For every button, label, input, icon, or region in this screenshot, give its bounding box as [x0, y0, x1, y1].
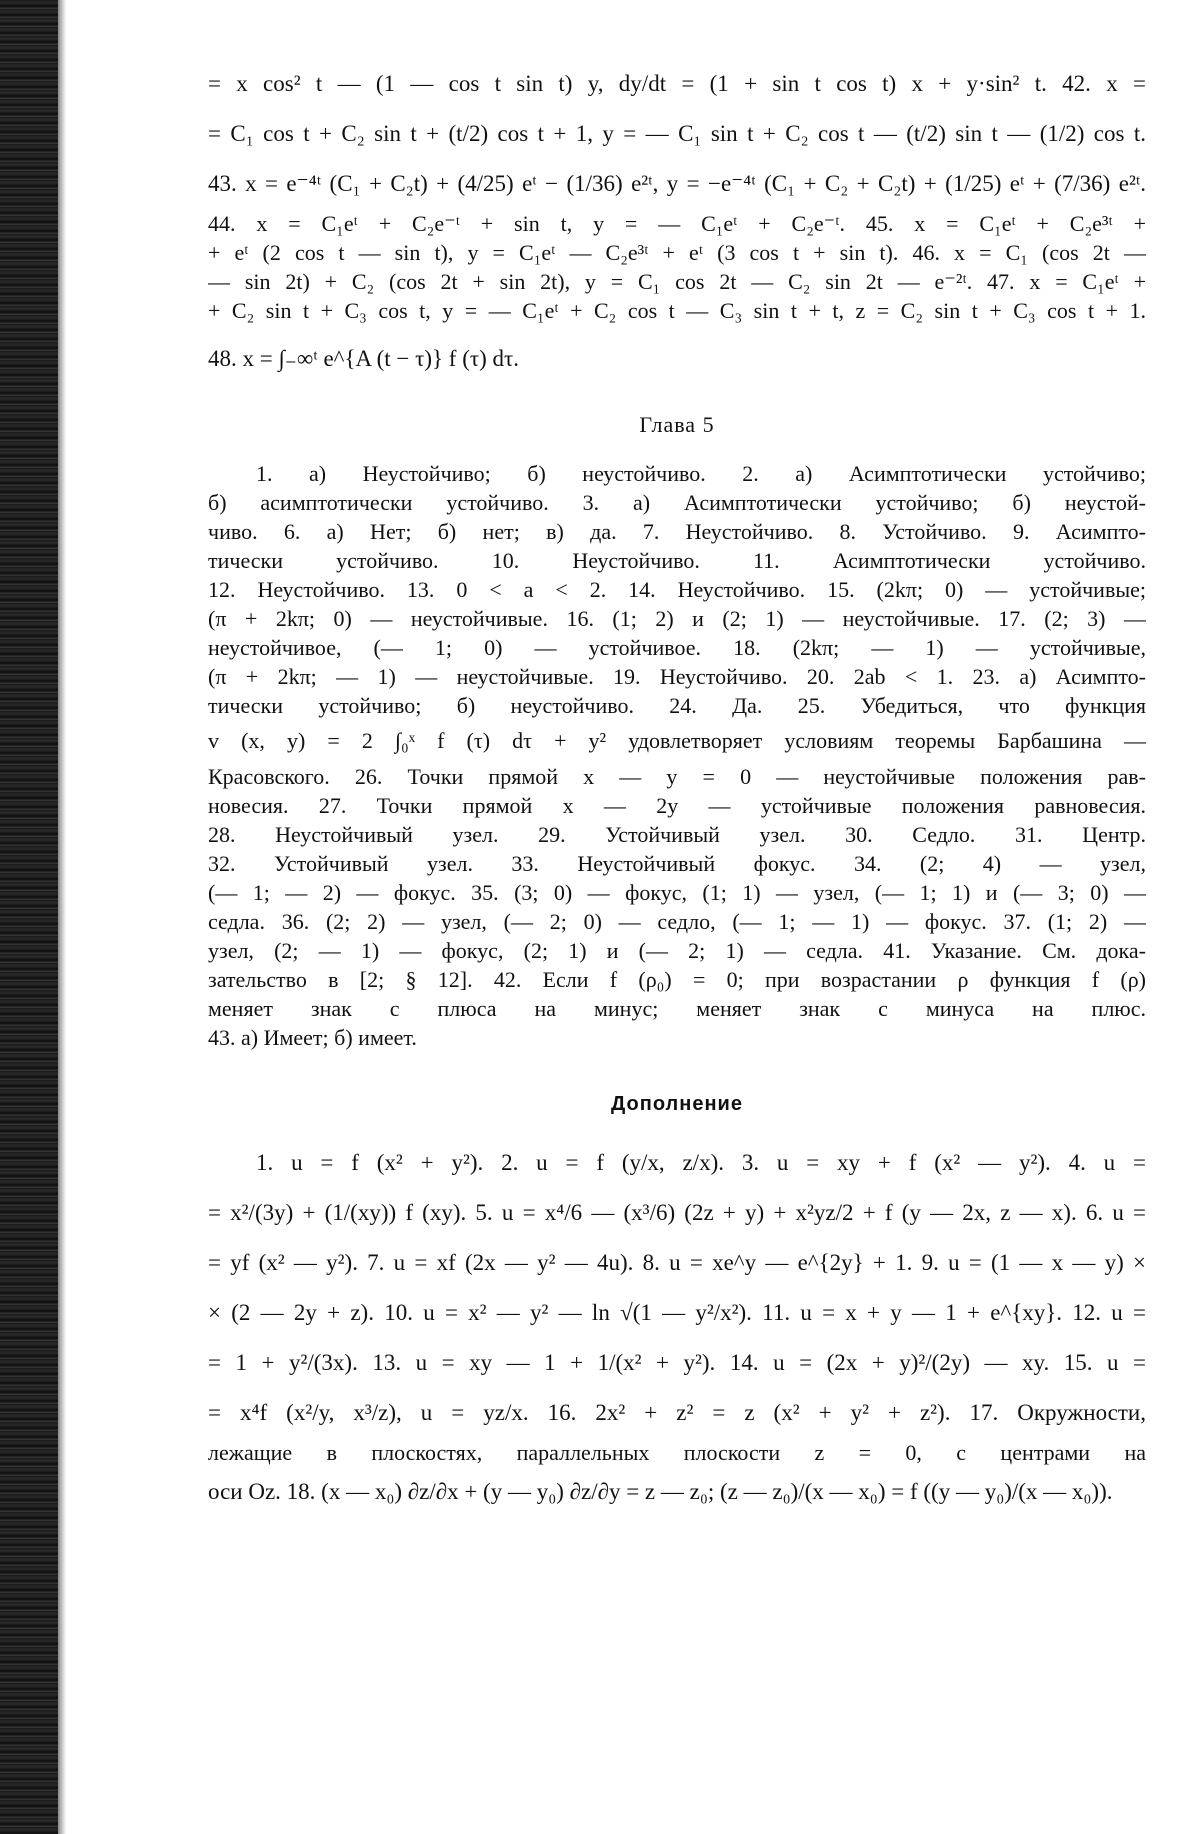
- answer-line: седла. 36. (2; 2) — узел, (— 2; 0) — седло, (— 1; — 1) — фокус. 37. (1; 2) —: [208, 909, 1146, 934]
- answer-line: чиво. 6. а) Нет; б) нет; в) да. 7. Неустойчиво. 8. Устойчиво. 9. Асимпто-: [208, 519, 1146, 544]
- appendix-answers: [208, 1139, 1146, 1516]
- chapter-heading: Глава 5: [639, 412, 715, 437]
- answer-line: неустойчивое, (— 1; 0) — устойчивое. 18. (2kπ; — 1) — устойчивые,: [208, 635, 1146, 660]
- chapter4-answers-tail: [208, 60, 1146, 392]
- answer-line: (π + 2kπ; 0) — неустойчивые. 16. (1; 2) и (2; 1) — неустойчивые. 17. (2; 3) —: [208, 606, 1146, 631]
- answer-line: (— 1; — 2) — фокус. 35. (3; 0) — фокус, (1; 1) — узел, (— 1; 1) и (— 3; 0) —: [208, 880, 1146, 905]
- answer-line: v (x, y) = 2 ∫₀ˣ f (τ) dτ + y² удовлетворяет условиям теоремы Барбашина —: [208, 728, 1146, 753]
- answer-line: (π + 2kπ; — 1) — неустойчивые. 19. Неустойчиво. 20. 2ab < 1. 23. а) Асимпто-: [208, 664, 1146, 689]
- answer-line: зательство в [2; § 12]. 42. Если f (ρ₀) = 0; при возрастании ρ функция f (ρ): [208, 967, 1146, 992]
- answer-line: оси Oz. 18. (x — x₀) ∂z/∂x + (y — y₀) ∂z/∂y = z — z₀; (z — z₀)/(x — x₀) = f ((y — y₀)/(x — x₀)).: [208, 1479, 1113, 1504]
- answer-line: — sin 2t) + C₂ (cos 2t + sin 2t), y = C₁ cos 2t — C₂ sin 2t — e⁻²ᵗ. 47. x = C₁eᵗ +: [208, 269, 1146, 294]
- answer-line: узел, (2; — 1) — фокус, (2; 1) и (— 2; 1) — седла. 41. Указание. См. дока-: [208, 938, 1146, 963]
- answer-line: = x cos² t — (1 — cos t sin t) y, dy/dt = (1 + sin t cos t) x + y·sin² t. 42. x =: [208, 71, 1146, 96]
- answer-line: + eᵗ (2 cos t — sin t), y = C₁eᵗ — C₂e³ᵗ + eᵗ (3 cos t + sin t). 46. x = C₁ (cos 2t —: [208, 240, 1146, 265]
- answer-line: = yf (x² — y²). 7. u = xf (2x — y² — 4u). 8. u = xe^y — e^{2y} + 1. 9. u = (1 — x — y) ×: [208, 1250, 1146, 1275]
- answer-line: 12. Неустойчиво. 13. 0 < a < 2. 14. Неустойчиво. 15. (2kπ; 0) — устойчивые;: [208, 577, 1146, 602]
- answer-line: 43. x = e⁻⁴ᵗ (C₁ + C₂t) + (4/25) eᵗ − (1/36) e²ᵗ, y = −e⁻⁴ᵗ (C₁ + C₂ + C₂t) + (1/25) eᵗ + (7/36) e²ᵗ.: [208, 171, 1146, 196]
- answer-line: × (2 — 2y + z). 10. u = x² — y² — ln √(1 — y²/x²). 11. u = x + y — 1 + e^{xy}. 12. u =: [208, 1300, 1146, 1325]
- answer-line: = x²/(3y) + (1/(xy)) f (xy). 5. u = x⁴/6 — (x³/6) (2z + y) + x²yz/2 + f (y — 2x, z — x). 6. u =: [208, 1200, 1146, 1225]
- binding-shadow: [58, 0, 66, 1834]
- answer-line: = x⁴f (x²/y, x³/z), u = yz/x. 16. 2x² + z² = z (x² + y² + z²). 17. Окружности,: [208, 1400, 1146, 1425]
- answer-line: новесия. 27. Точки прямой x — 2y — устойчивые положения равновесия.: [208, 793, 1146, 818]
- answer-line: Красовского. 26. Точки прямой x — y = 0 — неустойчивые положения рав-: [208, 764, 1146, 789]
- answer-line: меняет знак с плюса на минус; меняет знак с минуса на плюс.: [208, 996, 1146, 1021]
- answer-line: 48. x = ∫₋∞ᵗ e^{A (t − τ)} f (τ) dτ.: [208, 346, 520, 371]
- answer-line: лежащие в плоскостях, параллельных плоскости z = 0, с центрами на: [208, 1440, 1146, 1465]
- book-page: [208, 60, 1146, 1518]
- appendix-heading: Дополнение: [611, 1093, 743, 1115]
- answer-line: + C₂ sin t + C₃ cos t, y = — C₁eᵗ + C₂ cos t — C₃ sin t + t, z = C₂ sin t + C₃ cos t + 1.: [208, 298, 1146, 323]
- answer-line: тически устойчиво. 10. Неустойчиво. 11. Асимптотически устойчиво.: [208, 548, 1146, 573]
- book-binding-edge: [0, 0, 58, 1834]
- chapter5-answers: [208, 460, 1146, 1051]
- answer-line: 32. Устойчивый узел. 33. Неустойчивый фокус. 34. (2; 4) — узел,: [208, 851, 1146, 876]
- answer-line: 44. x = C₁eᵗ + C₂e⁻ᵗ + sin t, y = — C₁eᵗ + C₂e⁻ᵗ. 45. x = C₁eᵗ + C₂e³ᵗ +: [208, 211, 1146, 236]
- answer-line: 1. u = f (x² + y²). 2. u = f (y/x, z/x). 3. u = xy + f (x² — y²). 4. u =: [256, 1150, 1146, 1175]
- answer-line: = 1 + y²/(3x). 13. u = xy — 1 + 1/(x² + y²). 14. u = (2x + y)²/(2y) — xy. 15. u =: [208, 1350, 1146, 1375]
- answer-line: = C₁ cos t + C₂ sin t + (t/2) cos t + 1, y = — C₁ sin t + C₂ cos t — (t/2) sin t — (1/2) cos t.: [208, 121, 1146, 146]
- answer-line: 1. а) Неустойчиво; б) неустойчиво. 2. а) Асимптотически устойчиво;: [256, 461, 1146, 486]
- answer-line: б) асимптотически устойчиво. 3. а) Асимптотически устойчиво; б) неустой-: [208, 490, 1146, 515]
- answer-line: тически устойчиво; б) неустойчиво. 24. Да. 25. Убедиться, что функция: [208, 693, 1146, 718]
- answer-line: 43. а) Имеет; б) имеет.: [208, 1025, 417, 1050]
- answer-line: 28. Неустойчивый узел. 29. Устойчивый узел. 30. Седло. 31. Центр.: [208, 822, 1146, 847]
